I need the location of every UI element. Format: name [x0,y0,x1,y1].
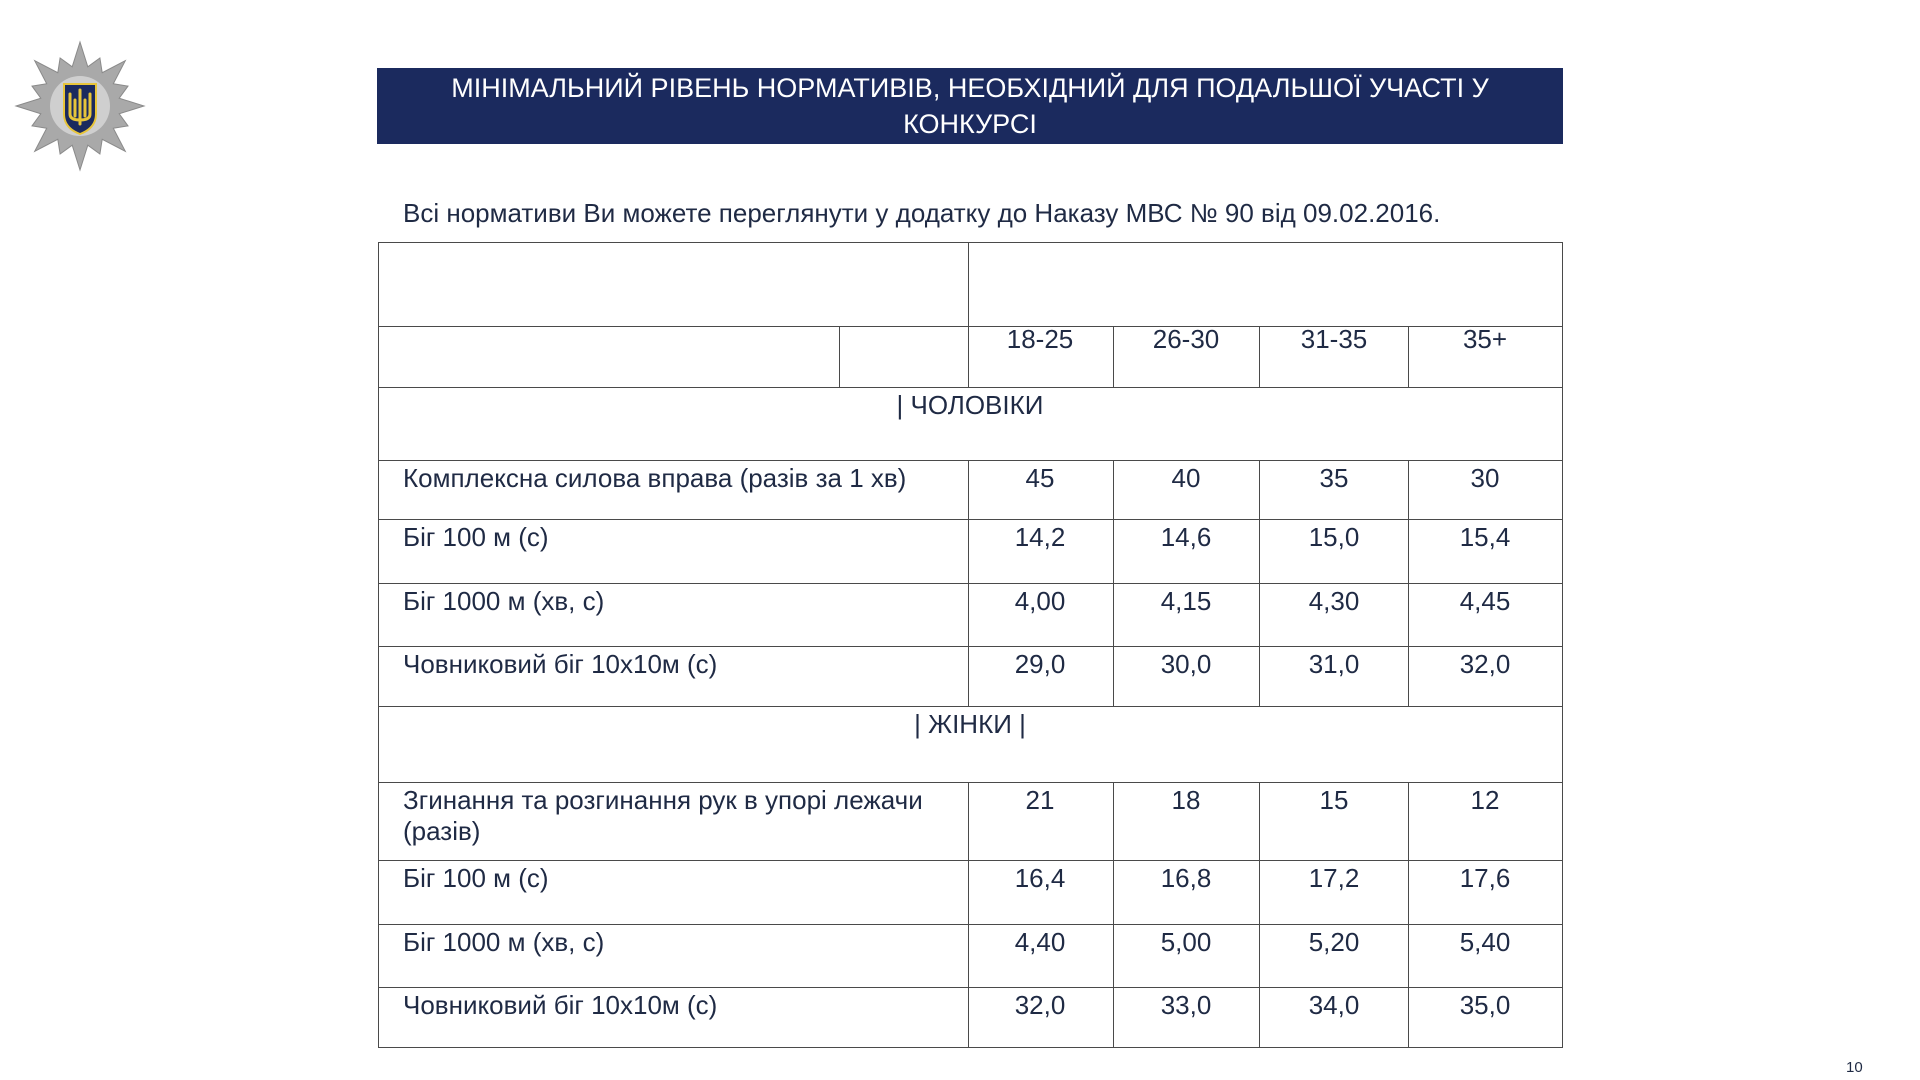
norm-value: 15,4 [1459,522,1511,552]
table-row-line [378,1047,1562,1048]
section-header-0: | ЧОЛОВІКИ [896,390,1044,420]
page-number: 10 [1846,1059,1863,1076]
table-col-line [1113,987,1114,1047]
norm-row-label: Човниковий біг 10х10м (с) [403,990,718,1020]
table-col-line [968,583,969,646]
norm-value: 45 [1025,463,1055,493]
table-row-line [378,860,1562,861]
table-col-line [968,782,969,860]
table-col-line [1259,583,1260,646]
table-col-line [1113,782,1114,860]
norm-value: 5,40 [1459,927,1511,957]
table-col-line [1408,519,1409,583]
norm-value: 18 [1171,785,1201,815]
norm-value: 15 [1319,785,1349,815]
table-col-line [1113,924,1114,987]
norm-row-label: Біг 100 м (с) [403,863,549,893]
norm-row-label: Згинання та розгинання рук в упорі лежачи (разів) [403,785,923,846]
norm-value: 35,0 [1459,990,1511,1020]
norm-value: 17,2 [1308,863,1360,893]
table-col-line [1113,583,1114,646]
norm-value: 14,6 [1160,522,1212,552]
table-col-line [1259,519,1260,583]
norm-value: 12 [1470,785,1500,815]
norm-value: 35 [1319,463,1349,493]
table-row-line [378,583,1562,584]
norm-value: 5,00 [1160,927,1212,957]
table-row-line [378,706,1562,707]
table-row-line [378,924,1562,925]
table-col-line [1113,460,1114,519]
norm-value: 32,0 [1459,649,1511,679]
age-group-header: 31-35 [1300,324,1368,354]
norm-row-label: Комплексна силова вправа (разів за 1 хв) [403,463,907,493]
age-group-header: 18-25 [1006,324,1074,354]
norm-value: 16,4 [1014,863,1066,893]
norm-value: 16,8 [1160,863,1212,893]
norm-value: 4,45 [1459,586,1511,616]
slide-title: МІНІМАЛЬНИЙ РІВЕНЬ НОРМАТИВІВ, НЕОБХІДНИЙ ДЛЯ ПОДАЛЬШОЇ УЧАСТІ У КОНКУРСІ [377,68,1563,144]
table-col-line [968,646,969,706]
norm-value: 40 [1171,463,1201,493]
norm-value: 21 [1025,785,1055,815]
norm-value: 33,0 [1160,990,1212,1020]
table-col-line-age-1 [1259,326,1260,387]
norm-value: 34,0 [1308,990,1360,1020]
norm-value: 4,40 [1014,927,1066,957]
table-col-line-header [968,242,969,387]
norm-value: 30 [1470,463,1500,493]
table-col-line [968,924,969,987]
age-group-header: 26-30 [1152,324,1220,354]
table-col-line [1113,860,1114,924]
slide-subtitle: Всі нормативи Ви можете переглянути у додатку до Наказу МВС № 90 від 09.02.2016. [403,198,1441,228]
table-border-left [378,242,379,1048]
table-col-line-age-0 [1113,326,1114,387]
section-header-1: | ЖІНКИ | [914,709,1026,739]
table-col-line [1259,460,1260,519]
table-col-line [1113,646,1114,706]
norm-value: 14,2 [1014,522,1066,552]
norm-row-label: Біг 1000 м (хв, с) [403,586,605,616]
age-group-header: 35+ [1462,324,1508,354]
table-line-age-header [378,387,1562,388]
norm-value: 15,0 [1308,522,1360,552]
table-line-section-0 [378,460,1562,461]
table-col-line [1259,782,1260,860]
norm-value: 4,00 [1014,586,1066,616]
table-row-line [378,519,1562,520]
norm-value: 5,20 [1308,927,1360,957]
table-col-line [1408,987,1409,1047]
table-col-line [1259,987,1260,1047]
table-line-section-1 [378,782,1562,783]
table-border-right [1562,242,1563,1048]
norm-row-label: Біг 1000 м (хв, с) [403,927,605,957]
table-col-line [1408,782,1409,860]
table-col-line [968,987,969,1047]
table-col-line [1408,646,1409,706]
table-col-line-blank [839,326,840,387]
table-col-line [1408,860,1409,924]
table-col-line [1408,924,1409,987]
table-col-line [1259,924,1260,987]
table-row-line [378,646,1562,647]
table-col-line [1408,583,1409,646]
table-col-line [968,860,969,924]
table-col-line-age-2 [1408,326,1409,387]
norm-value: 29,0 [1014,649,1066,679]
norm-row-label: Біг 100 м (с) [403,522,549,552]
table-col-line [968,519,969,583]
table-row-line [378,987,1562,988]
norm-row-label: Човниковий біг 10х10м (с) [403,649,718,679]
norm-value: 31,0 [1308,649,1360,679]
norm-value: 17,6 [1459,863,1511,893]
table-col-line [1259,646,1260,706]
table-border-top [378,242,1562,243]
norm-value: 32,0 [1014,990,1066,1020]
norm-value: 30,0 [1160,649,1212,679]
table-col-line [968,460,969,519]
norm-value: 4,30 [1308,586,1360,616]
table-col-line [1113,519,1114,583]
table-col-line [1408,460,1409,519]
table-col-line [1259,860,1260,924]
norm-value: 4,15 [1160,586,1212,616]
